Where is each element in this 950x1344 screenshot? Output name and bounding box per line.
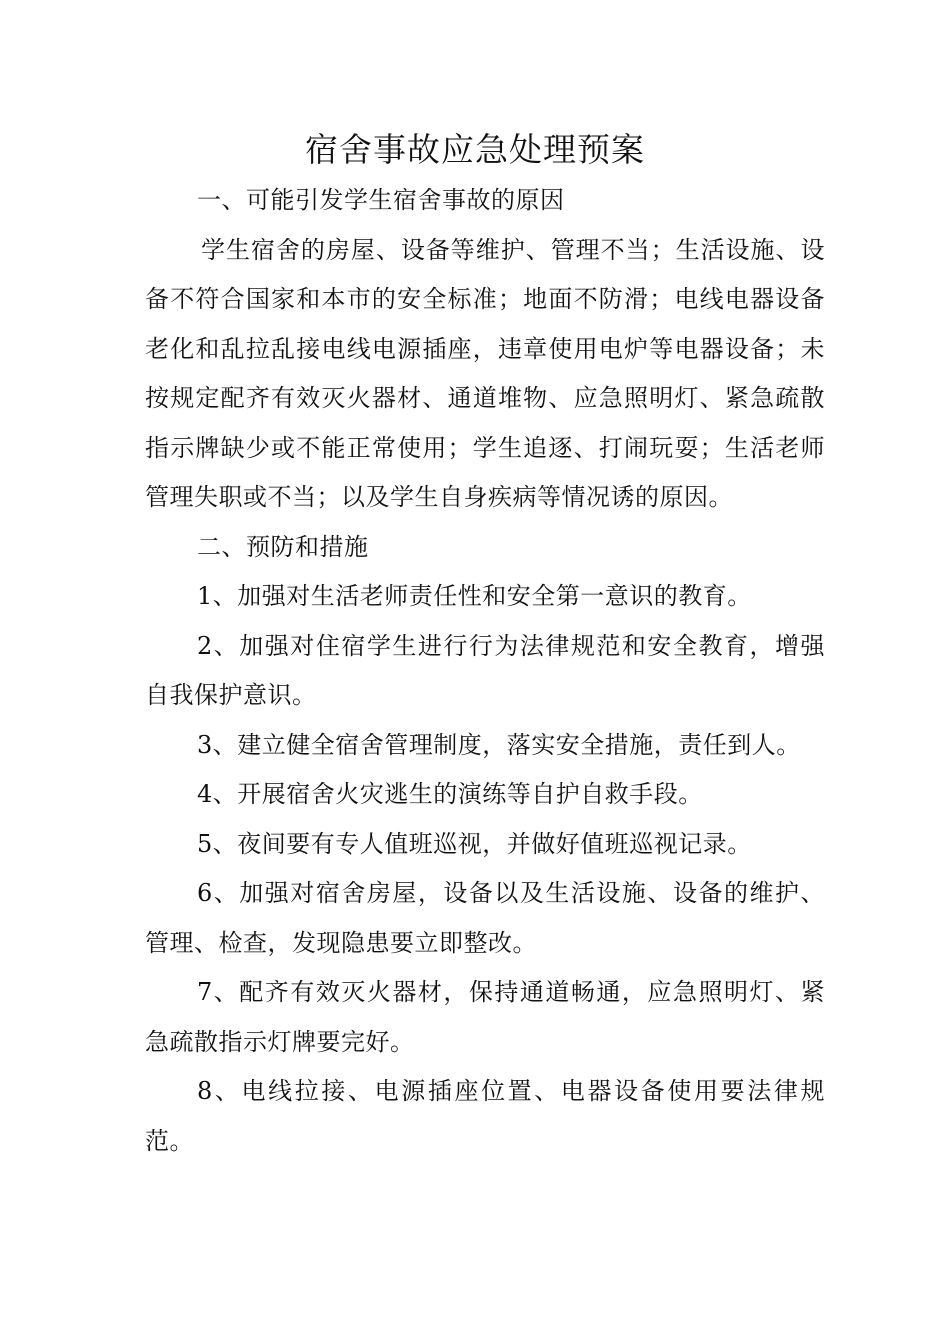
- measure-item-6: 6、加强对宿舍房屋，设备以及生活设施、设备的维护、管理、检查，发现隐患要立即整改。: [145, 879, 825, 957]
- document-body: [145, 176, 825, 1166]
- measure-item-7: 7、配齐有效灭火器材，保持通道畅通，应急照明灯、紧急疏散指示灯牌要完好。: [145, 978, 825, 1056]
- measure-item-3: 3、建立健全宿舍管理制度，落实安全措施，责任到人。: [197, 730, 801, 759]
- document-title: 宿舍事故应急处理预案: [305, 130, 645, 169]
- section-heading-causes: 一、可能引发学生宿舍事故的原因: [197, 186, 565, 214]
- paragraph-causes: 学生宿舍的房屋、设备等维护、管理不当；生活设施、设备不符合国家和本市的安全标准；地面不防滑；电线电器设备老化和乱拉乱接电线电源插座，违章使用电炉等电器设备；未按规定配齐有效灭火器材、通道堆物、应急照明灯、紧急疏散指示牌缺少或不能正常使用；学生追逐、打闹玩耍；生活老师管理失职或不当；以及学生自身疾病等情况诱的原因。: [145, 235, 825, 511]
- measure-item-5: 5、夜间要有专人值班巡视，并做好值班巡视记录。: [197, 829, 752, 858]
- section-heading-prevention: 二、预防和措施: [197, 532, 369, 561]
- measure-item-1: 1、加强对生活老师责任性和安全第一意识的教育。: [197, 582, 752, 610]
- measure-item-2: 2、加强对住宿学生进行行为法律规范和安全教育，增强自我保护意识。: [145, 631, 825, 709]
- measure-item-8: 8、电线拉接、电源插座位置、电器设备使用要法律规范。: [145, 1077, 825, 1155]
- measure-item-4: 4、开展宿舍火灾逃生的演练等自护自救手段。: [197, 780, 703, 808]
